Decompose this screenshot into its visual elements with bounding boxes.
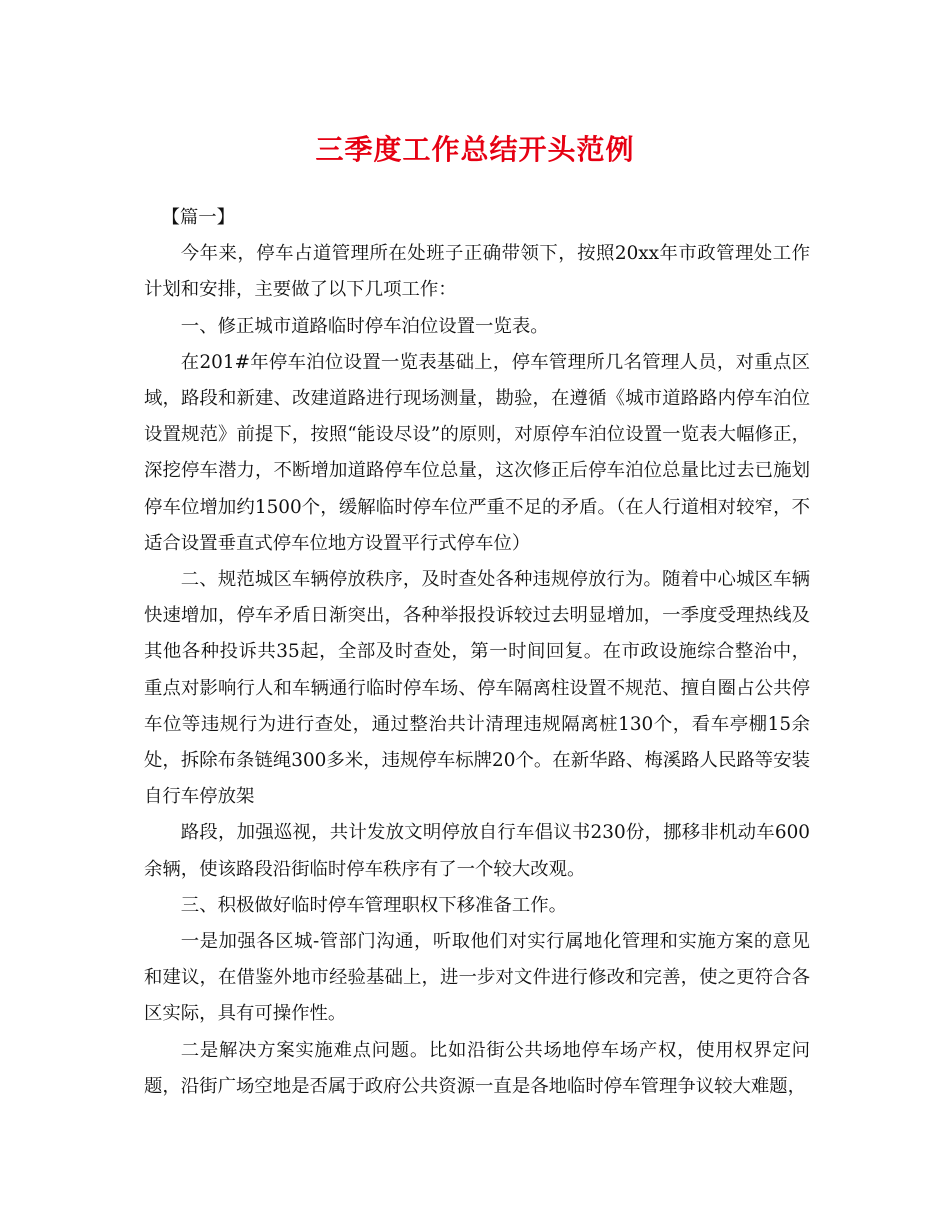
document-body [144,200,810,1105]
section-heading: 【篇一】 [161,207,236,228]
paragraph-body-5: 二是解决方案实施难点问题。比如沿街公共场地停车场产权，使用权界定问题，沿街广场空地是否属于政府公共资源一直是各地临时停车管理争议较大难题， [144,1039,810,1097]
paragraph-intro: 今年来，停车占道管理所在处班子正确带领下，按照20xx年市政管理处工作计划和安排，主要做了以下几项工作： [144,243,810,301]
paragraph-body-4: 一是加强各区城-管部门沟通，听取他们对实行属地化管理和实施方案的意见和建议，在借鉴外地市经验基础上，进一步对文件进行修改和完善，使之更符合各区实际，具有可操作性。 [144,931,810,1025]
paragraph-body-1: 在201#年停车泊位设置一览表基础上，停车管理所几名管理人员，对重点区域，路段和新建、改建道路进行现场测量，勘验，在遵循《城市道路路内停车泊位设置规范》前提下，按照“能设尽设”的原则，对原停车泊位设置一览表大幅修正，深挖停车潜力，不断增加道路停车位总量，这次修正后停车泊位总量比过去已施划停车位增加约1500个，缓解临时停车位严重不足的矛盾。（在人行道相对较窄，不适合设置垂直式停车位地方设置平行式停车位） [144,351,810,554]
paragraph-heading-1: 一、修正城市道路临时停车泊位设置一览表。 [180,315,549,337]
paragraph-heading-3: 三、积极做好临时停车管理职权下移准备工作。 [180,894,568,916]
paragraph-body-3: 路段，加强巡视，共计发放文明停放自行车倡议书230份，挪移非机动车600余辆，使该路段沿街临时停车秩序有了一个较大改观。 [144,822,810,880]
document-title: 三季度工作总结开头范例 [315,133,635,166]
paragraph-body-2: 二、规范城区车辆停放秩序，及时查处各种违规停放行为。随着中心城区车辆快速增加，停车矛盾日渐突出，各种举报投诉较过去明显增加，一季度受理热线及其他各种投诉共35起，全部及时查处，第一时间回复。在市政设施综合整治中，重点对影响行人和车辆通行临时停车场、停车隔离柱设置不规范、擅自圈占公共停车位等违规行为进行查处，通过整治共计清理违规隔离桩130个，看车亭棚15余处，拆除布条链绳300多米，违规停车标牌20个。在新华路、梅溪路人民路等安装自行车停放架 [144,569,810,808]
